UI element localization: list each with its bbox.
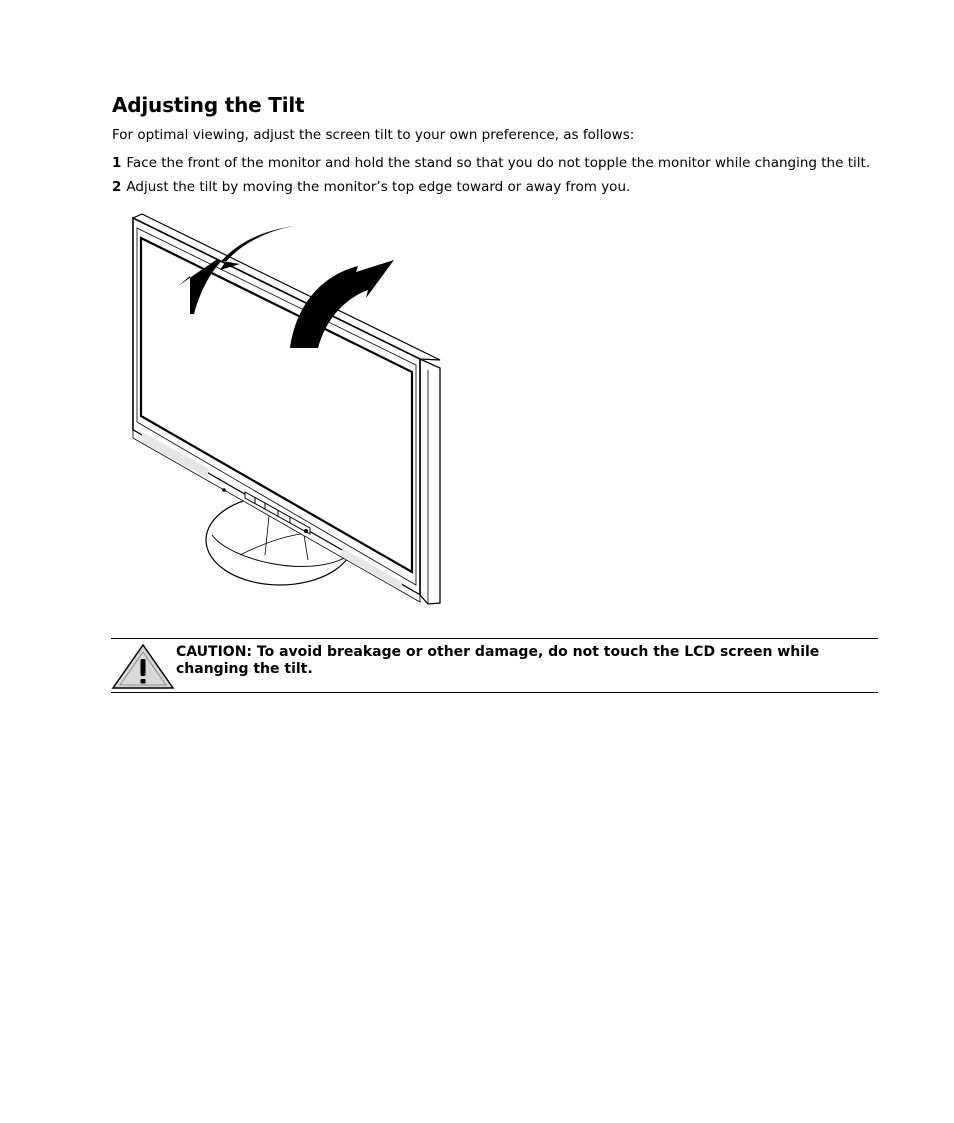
caution-text: CAUTION: To avoid breakage or other damage, do not touch the LCD screen while changing the tilt. (176, 644, 820, 677)
step-number: 1 (112, 155, 122, 171)
monitor-tilt-illustration (120, 210, 460, 610)
step-item (112, 154, 870, 172)
step-text: Face the front of the monitor and hold the stand so that you do not topple the monitor while changing the tilt. (126, 155, 871, 171)
warning-triangle-icon (111, 642, 175, 690)
step-item (112, 178, 870, 196)
step-number: 2 (112, 179, 122, 195)
step-list (112, 154, 870, 202)
page-title: Adjusting the Tilt (112, 93, 305, 117)
step-text: Adjust the tilt by moving the monitor’s top edge toward or away from you. (126, 179, 631, 195)
caution-notice (111, 638, 878, 693)
intro-paragraph: For optimal viewing, adjust the screen tilt to your own preference, as follows: (112, 127, 635, 143)
